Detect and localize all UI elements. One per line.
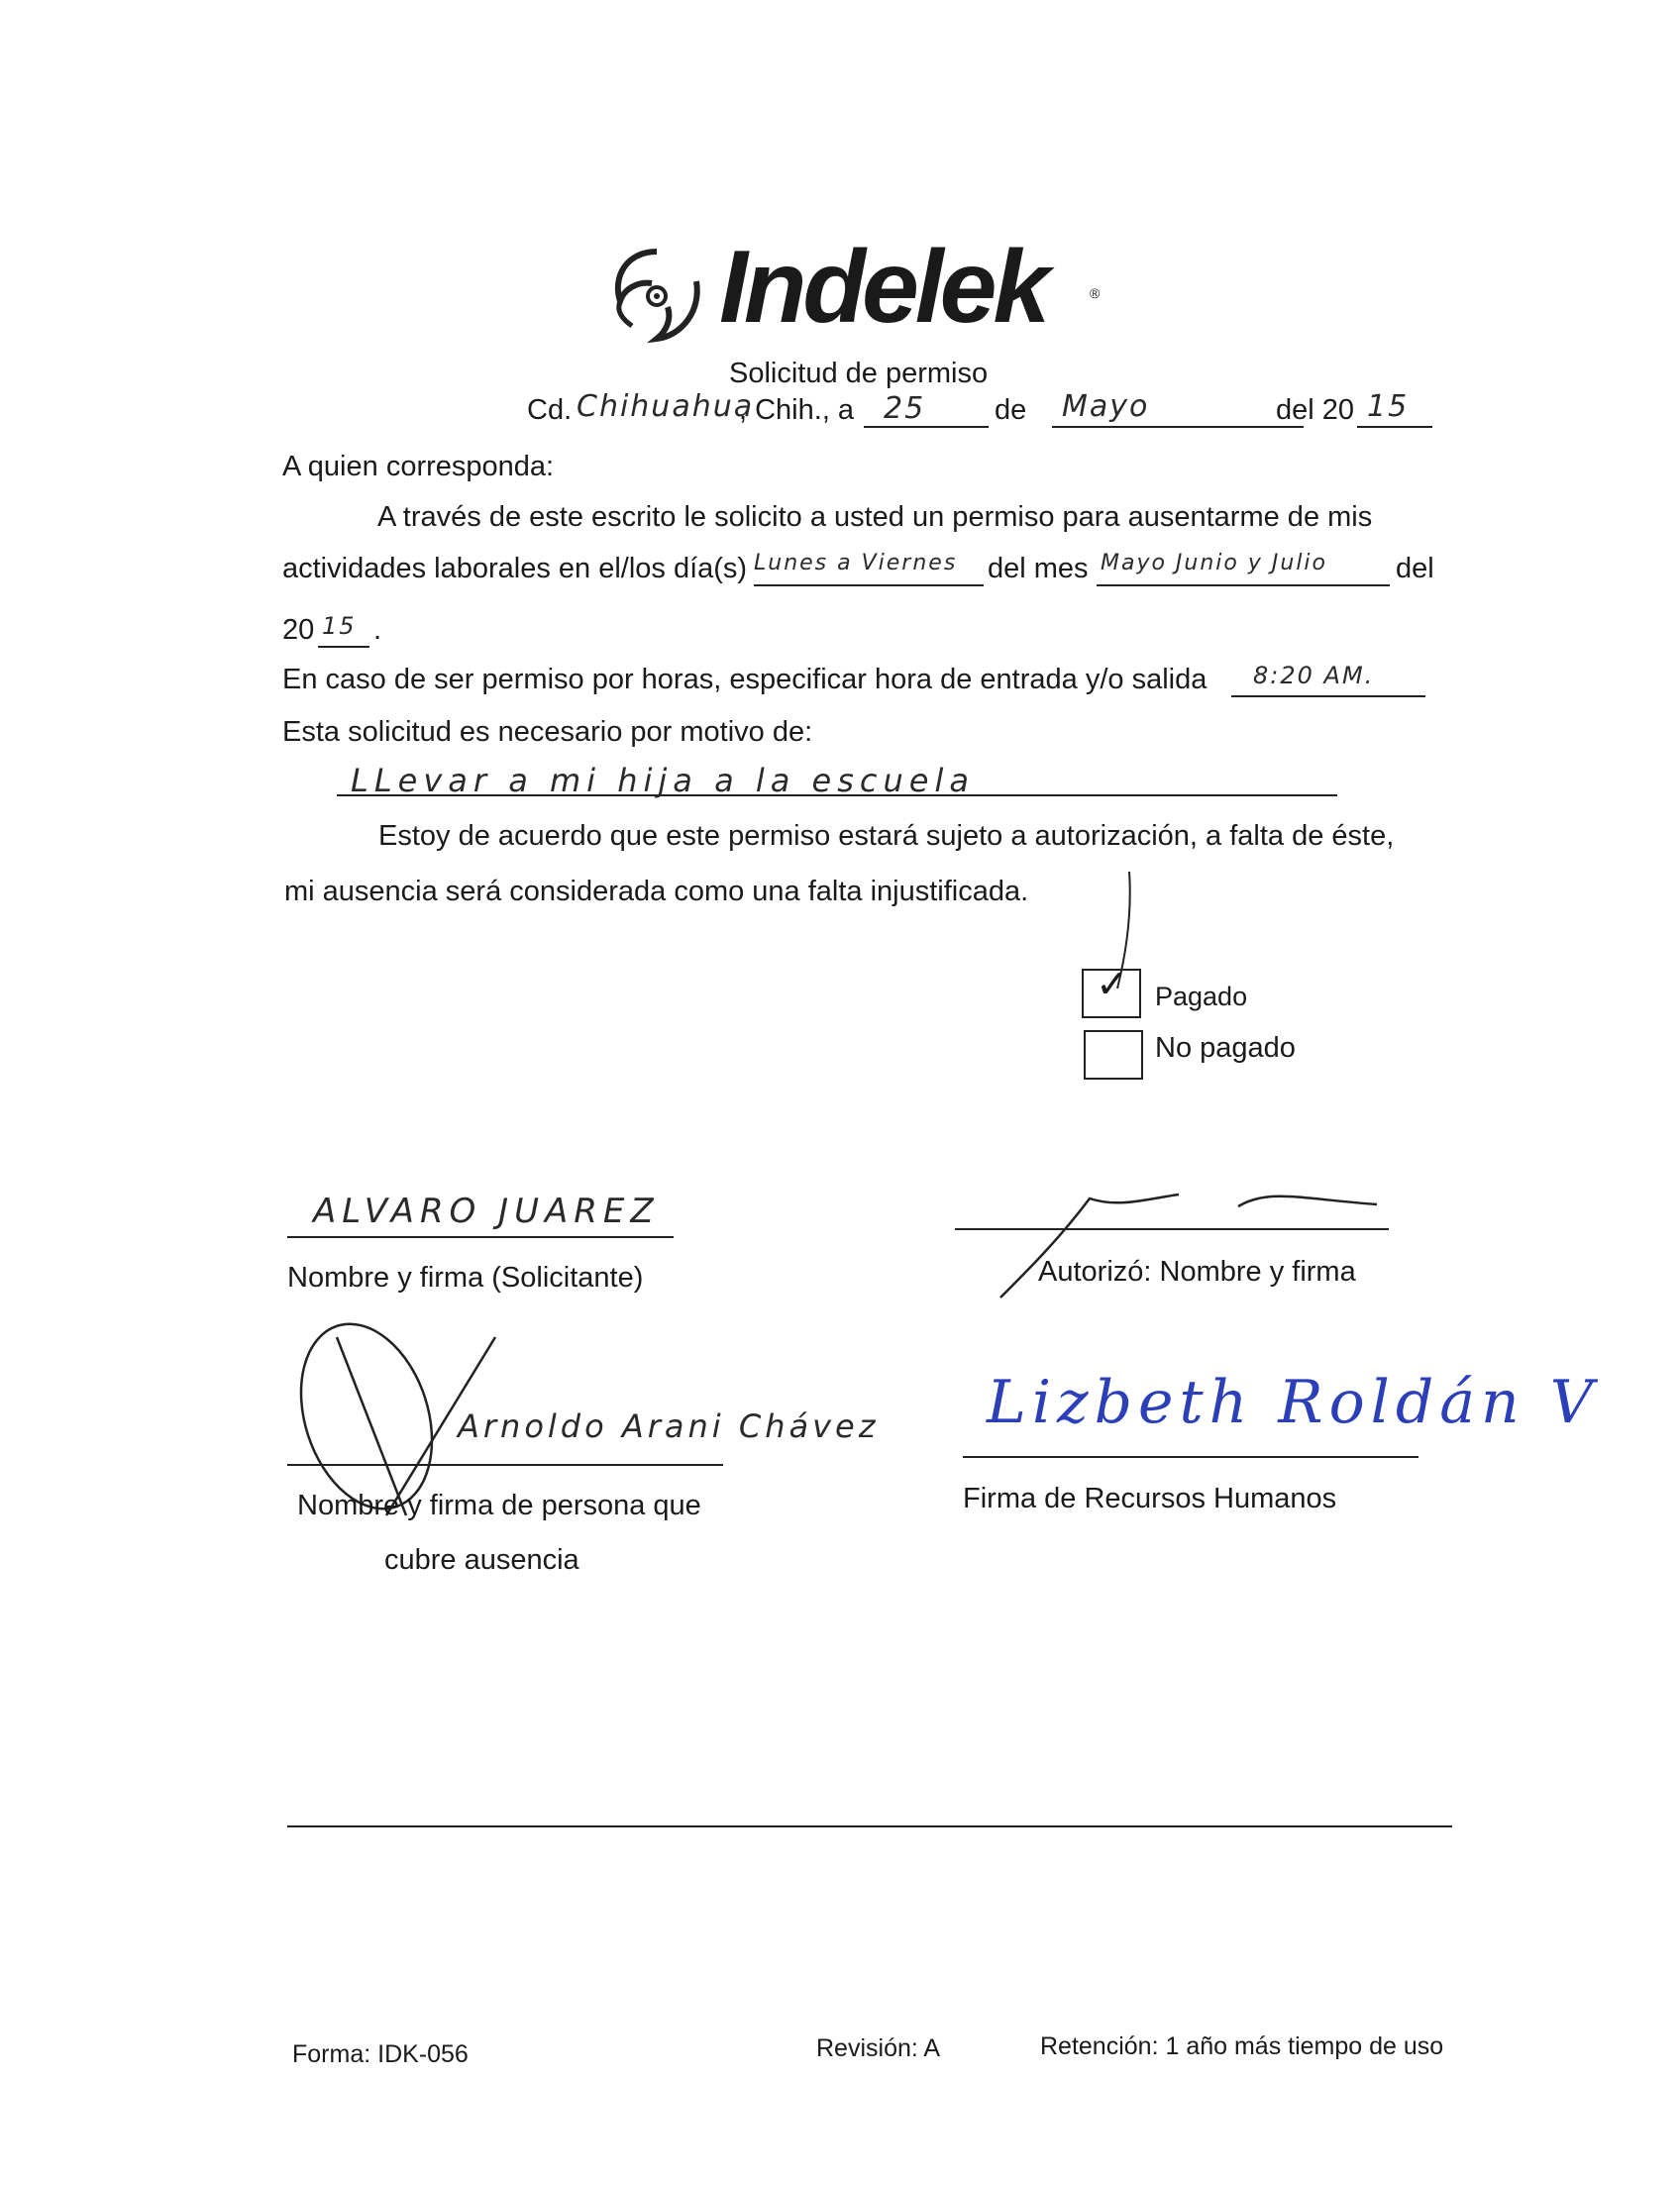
hours-label: En caso de ser permiso por horas, especificar hora de entrada y/o salida [282,664,1208,695]
cover-signature-line [287,1464,723,1466]
agreement-line-1: Estoy de acuerdo que este permiso estará sujeto a autorización, a falta de éste, [378,820,1395,852]
months-blank [1097,584,1390,586]
month-blank [1052,426,1304,428]
day-blank [864,426,989,428]
applicant-label: Nombre y firma (Solicitante) [287,1262,644,1294]
applicant-name: ALVARO JUAREZ [313,1192,660,1231]
hours-blank [1231,695,1425,697]
applicant-signature-line [287,1236,674,1238]
paid-label: Pagado [1155,982,1248,1011]
footer-retention: Retención: 1 año más tiempo de uso [1040,2032,1444,2060]
year-prefix: 20 [282,614,315,646]
del-label: del [1396,553,1434,584]
days-value: Lunes a Viernes [754,551,958,575]
hr-signature-line [963,1456,1418,1458]
date-de: de [995,394,1027,426]
months-value: Mayo Junio y Julio [1101,551,1328,575]
date-prefix: Cd. [527,394,573,426]
month-label: del mes [988,553,1089,584]
cover-name: Arnoldo Arani Chávez [458,1407,880,1445]
date-day: 25 [884,391,926,426]
paragraph-1-line-1: A través de este escrito le solicito a usted un permiso para ausentarme de mis [377,501,1373,533]
date-year: 15 [1367,389,1410,424]
unpaid-checkbox[interactable] [1084,1030,1143,1080]
greeting: A quien corresponda: [282,451,555,482]
days-label: actividades laborales en el/los día(s) [282,553,748,584]
authorizer-signature-line [955,1228,1389,1230]
paragraph-1-line-2 [282,551,1441,590]
agreement-line-2: mi ausencia será considerada como una falta injustificada. [284,876,1029,907]
company-logo [602,230,1117,355]
hr-name: Lizbeth Roldán V [987,1368,1600,1437]
reason-value: LLevar a mi hija a la escuela [351,762,975,799]
logo-wordmark: Indelek [719,230,1047,345]
date-line [527,389,1438,432]
p1-year-blank [318,646,369,648]
authorizer-label: Autorizó: Nombre y firma [1038,1256,1356,1288]
check-mark-icon: ✓ [1096,963,1129,1006]
footer-revision: Revisión: A [816,2034,941,2062]
year-blank [1357,426,1432,428]
paragraph-1-line-3 [282,612,480,652]
hours-line [282,662,1441,701]
authorizer-signature [971,1179,1387,1317]
reason-label: Esta solicitud es necesario por motivo de: [282,716,813,748]
footer-form: Forma: IDK-056 [292,2040,469,2068]
hours-value: 8:20 AM. [1253,662,1375,689]
date-city: Chihuahua [577,389,755,424]
logo-swirl-icon [602,242,711,351]
unpaid-label: No pagado [1155,1032,1296,1064]
date-del: del 20 [1276,394,1355,426]
cover-label-line-2: cubre ausencia [384,1544,579,1576]
check-stroke [1090,872,1149,990]
registered-mark: ® [1090,285,1101,301]
cover-label-line-1: Nombre y firma de persona que [297,1490,701,1521]
date-month: Mayo [1062,389,1150,424]
year-period: . [373,614,382,646]
bottom-rule [287,1825,1452,1827]
hr-label: Firma de Recursos Humanos [963,1483,1337,1514]
days-blank [754,584,984,586]
date-state: , Chih., a [739,394,855,426]
p1-year-value: 15 [322,612,357,640]
reason-line [337,763,1337,802]
form-title: Solicitud de permiso [729,358,989,389]
